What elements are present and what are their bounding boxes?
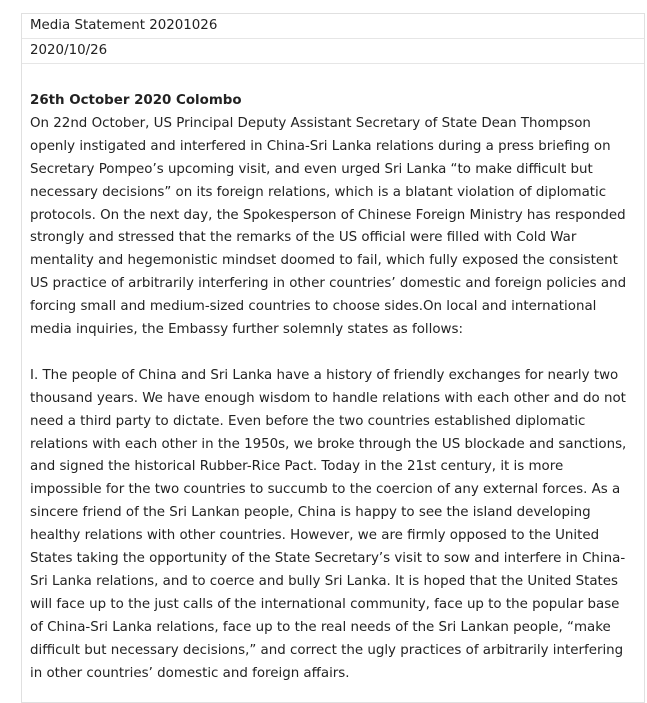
statement-date: 2020/10/26 (22, 39, 644, 64)
statement-body (22, 64, 644, 686)
paragraph-intro: On 22nd October, US Principal Deputy Assistant Secretary of State Dean Thompson openly instigated and interfered in China-Sri Lanka relations during a press briefing on Secretary Pompeo’s upcoming visit, and even urged Sri Lanka “to make difficult but necessary decisions” on its foreign relations, which is a blatant violation of diplomatic protocols. On the next day, the Spokesperson of Chinese Foreign Ministry has responded strongly and stressed that the remarks of the US official were filled with Cold War mentality and hegemonistic mindset doomed to fail, which fully exposed the consistent US practice of arbitrarily interfering in other countries’ domestic and foreign policies and forcing small and medium-sized countries to choose sides.On local and international media inquiries, the Embassy further solemnly states as follows: (30, 115, 627, 338)
paragraph-point-one: I. The people of China and Sri Lanka have a history of friendly exchanges for nearly two thousand years. We have enough wisdom to handle relations with each other and do not need a third party to dictate. Even before the two countries established diplomatic relations with each other in the 1950s, we broke through the US blockade and sanctions, and signed the historical Rubber-Rice Pact. Today in the 21st century, it is more impossible for the two countries to succumb to the coercion of any external forces. As a sincere friend of the Sri Lankan people, China is happy to see the island developing healthy relations with other countries. However, we are firmly opposed to the United States taking the opportunity of the State Secretary’s visit to sow and interfere in China-Sri Lanka relations, and to coerce and bully Sri Lanka. It is hoped that the United States will face up to the just calls of the international community, face up to the popular base of China-Sri Lanka relations, face up to the real needs of the Sri Lankan people, “make difficult but necessary decisions,” and correct the ugly practices of arbitrarily interfering in other countries’ domestic and foreign affairs. (30, 367, 627, 681)
statement-text (30, 90, 630, 342)
dateline: 26th October 2020 Colombo (30, 93, 242, 108)
statement-title: Media Statement 20201026 (22, 14, 644, 39)
statement-container (21, 13, 645, 703)
